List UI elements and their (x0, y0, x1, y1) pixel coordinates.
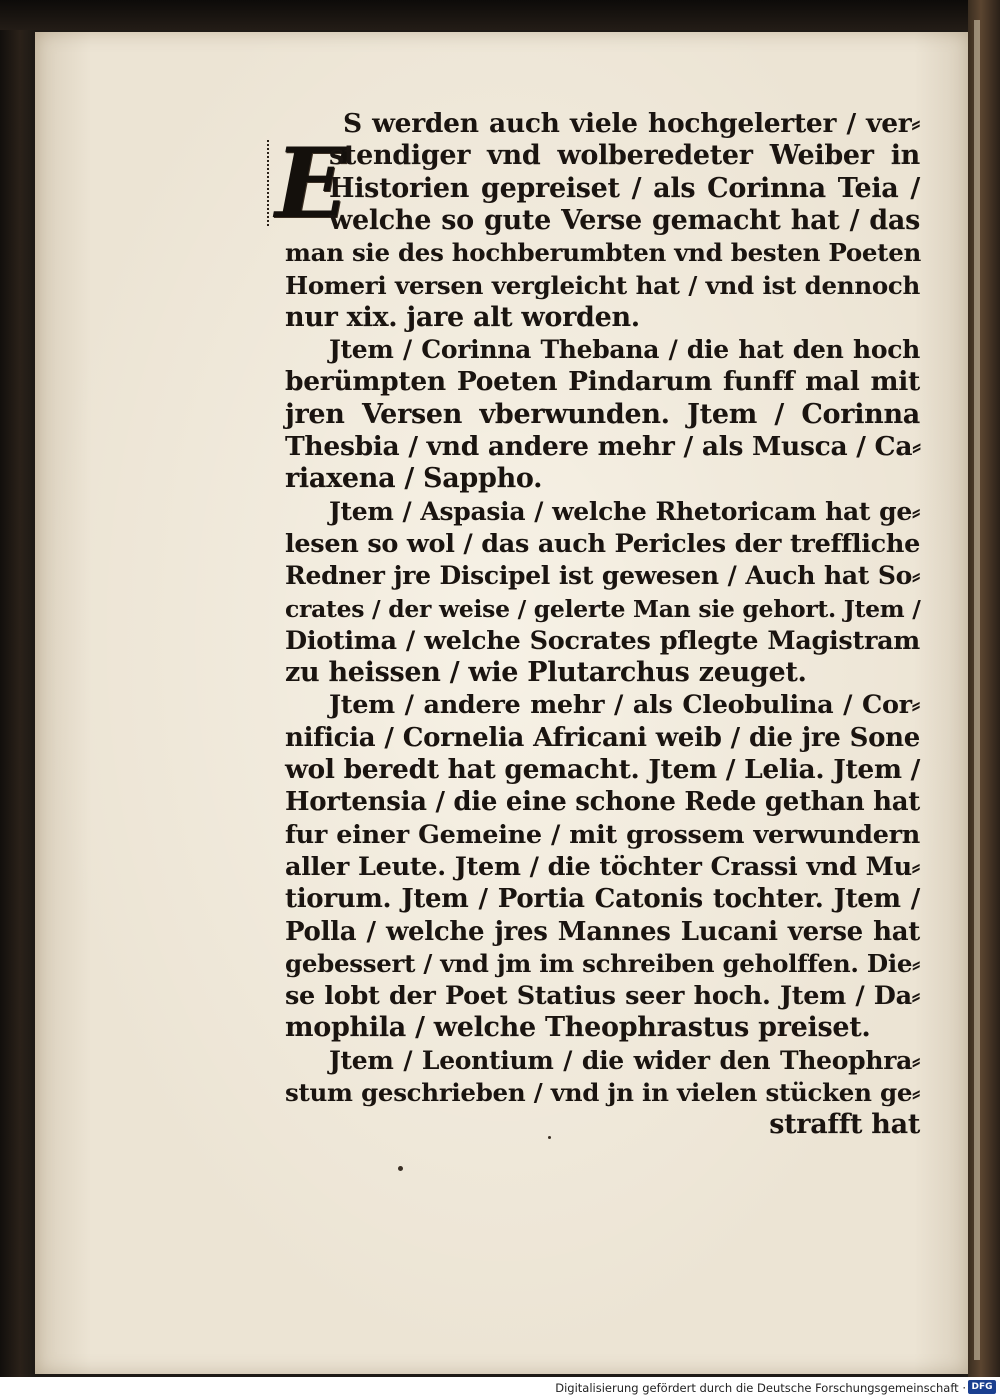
text-line: Jtem / andere mehr / als Cleobulina / Cor⸗ (329, 690, 920, 721)
text-line: wol beredt hat gemacht. Jtem / Lelia. Jtem / (285, 754, 921, 785)
text-line: Thesbia / vnd andere mehr / als Musca / Ca⸗ (285, 431, 921, 462)
text-line: strafft hat (769, 1109, 920, 1141)
ink-speck (398, 1166, 403, 1171)
text-line: S werden auch viele hochgelerter / ver⸗ (343, 108, 920, 139)
text-line: tiorum. Jtem / Portia Catonis tochter. Jtem / (285, 884, 920, 915)
ink-speck (548, 1136, 551, 1139)
text-line: Polla / welche jres Mannes Lucani verse hat (285, 916, 920, 947)
text-line: riaxena / Sappho. (285, 463, 543, 495)
text-line: zu heissen / wie Plutarchus zeuget. (285, 657, 807, 689)
book-edge (968, 0, 1000, 1400)
text-line: Historien gepreiset / als Corinna Teia / (329, 172, 920, 204)
text-line: nur xix. jare alt worden. (285, 301, 640, 333)
text-line: welche so gute Verse gemacht hat / das (329, 204, 920, 236)
text-line: Hortensia / die eine schone Rede gethan hat (285, 787, 921, 818)
text-line: man sie des hochberumbten vnd besten Poeten (285, 238, 922, 268)
text-line: nificia / Cornelia Africani weib / die jre Sone (285, 722, 920, 753)
text-line: jren Versen vberwunden. Jtem / Corinna (285, 398, 920, 430)
text-line: Diotima / welche Socrates pflegte Magistram (285, 625, 920, 656)
text-line: mophila / welche Theophrastus preiset. (285, 1012, 871, 1044)
text-line: stum geschrieben / vnd jn in vielen stücken ge⸗ (285, 1078, 920, 1107)
text-line: Homeri versen vergleicht hat / vnd ist dennoch (285, 270, 920, 300)
text-line: Jtem / Aspasia / welche Rhetoricam hat ge⸗ (329, 496, 920, 526)
text-line: aller Leute. Jtem / die töchter Crassi vnd Mu⸗ (285, 851, 920, 882)
text-line: Jtem / Corinna Thebana / die hat den hoch (329, 335, 920, 365)
text-line: se lobt der Poet Statius seer hoch. Jtem / Da⸗ (285, 981, 920, 1012)
scan-top-edge (0, 0, 1000, 30)
text-line: fur einer Gemeine / mit grossem verwundern (285, 819, 920, 850)
text-line: crates / der weise / gelerte Man sie gehort. Jtem / (285, 594, 921, 623)
footer-credit: Digitalisierung gefördert durch die Deutsche Forschungsgemeinschaft · (555, 1381, 966, 1395)
text-line: gebessert / vnd jm im schreiben geholffen. Die⸗ (285, 948, 920, 978)
text-line: lesen so wol / das auch Pericles der treffliche (285, 528, 920, 559)
drop-initial: E (275, 127, 349, 240)
text-line: berümpten Poeten Pindarum funff mal mit (285, 366, 920, 398)
dfg-logo: DFG (968, 1380, 996, 1394)
text-line: Jtem / Leontium / die wider den Theophra⸗ (329, 1045, 920, 1075)
text-line: Redner jre Discipel ist gewesen / Auch hat So⸗ (285, 561, 920, 591)
text-line: stendiger vnd wolberedeter Weiber in (329, 140, 920, 172)
